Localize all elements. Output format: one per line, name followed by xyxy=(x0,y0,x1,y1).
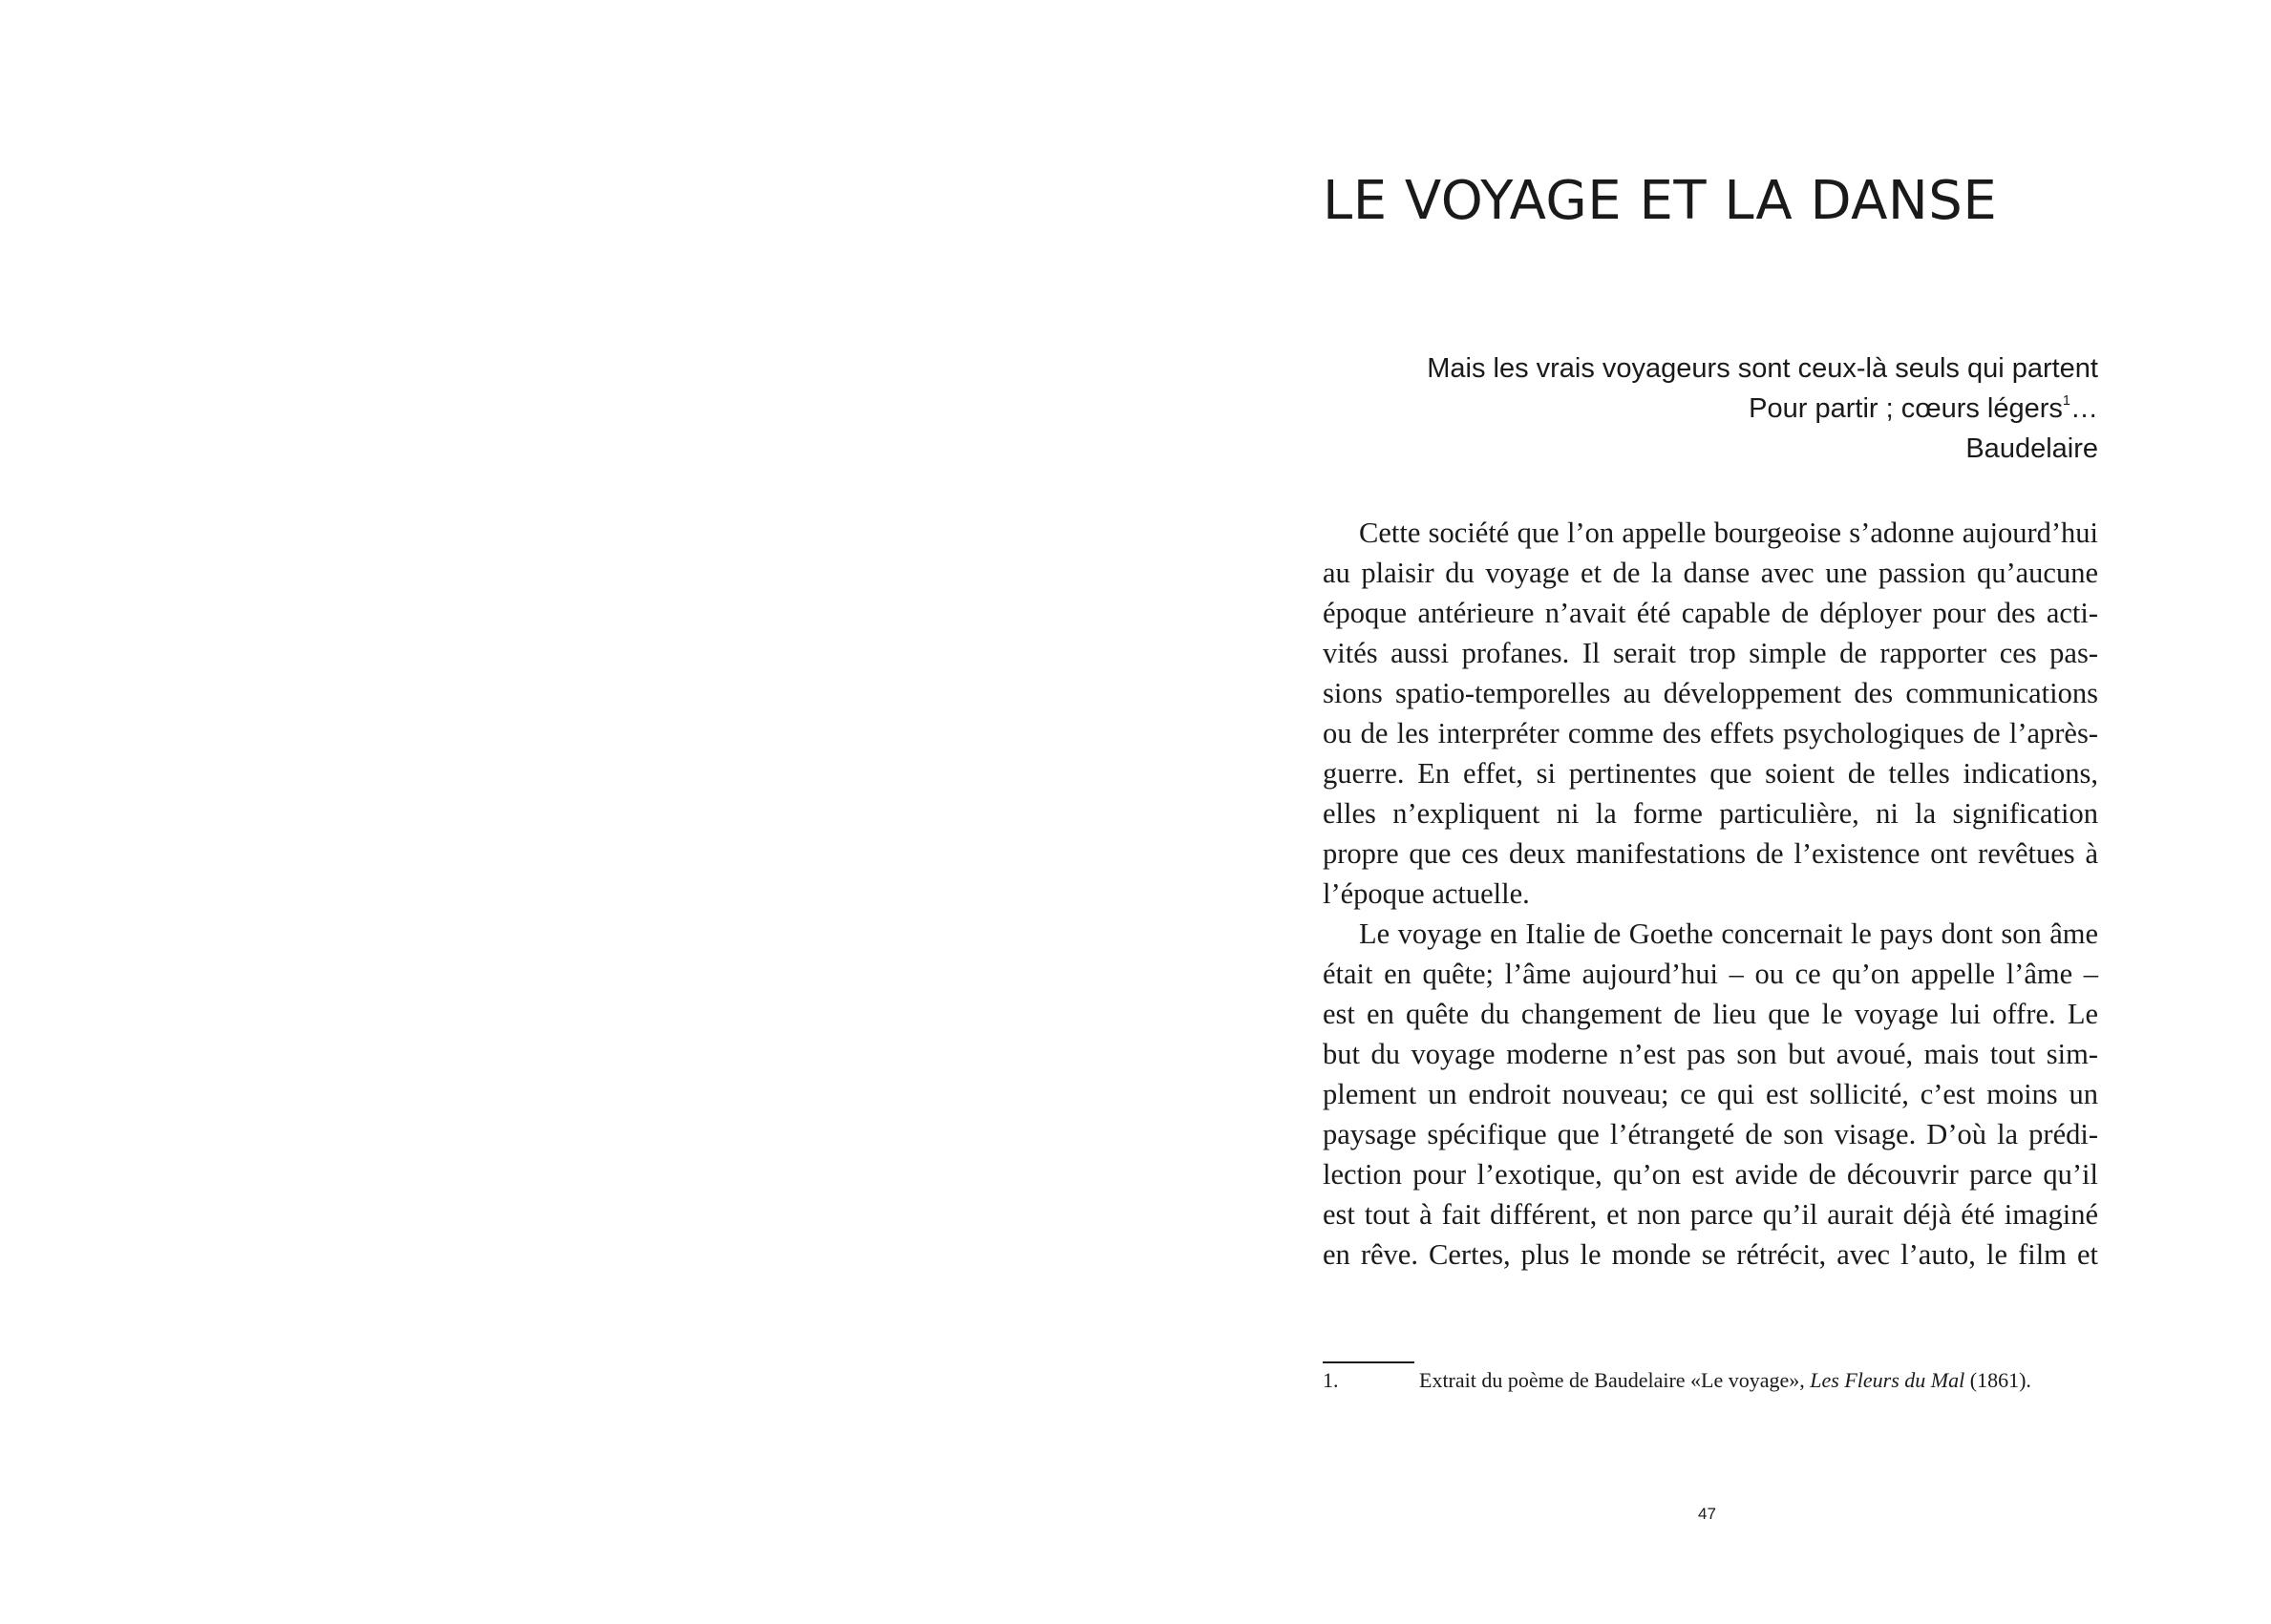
body-line: était en quête; l’âme aujourd’hui – ou ce qu’on appelle l’âme – xyxy=(1323,958,2098,990)
chapter-title: LE VOYAGE ET LA DANSE xyxy=(1323,170,1998,232)
footnote-text xyxy=(1419,1368,2031,1393)
body-line: but du voyage moderne n’est pas son but avoué, mais tout sim- xyxy=(1323,1038,2098,1070)
body-line: Le voyage en Italie de Goethe concernait le pays dont son âme xyxy=(1359,917,2098,950)
epigraph-line: Mais les vrais voyageurs sont ceux-là seuls qui partent xyxy=(1427,353,2098,384)
body-line: Cette société que l’on appelle bourgeoise s’adonne aujourd’hui xyxy=(1359,517,2098,549)
epigraph xyxy=(1323,348,2098,469)
body-line: au plaisir du voyage et de la danse avec une passion qu’aucune xyxy=(1323,557,2098,589)
body-line: propre que ces deux manifestations de l’existence ont revêtues à xyxy=(1323,837,2098,870)
body-line: elles n’expliquent ni la forme particulière, ni la signification xyxy=(1323,797,2098,830)
epigraph-line-text: Pour partir ; cœurs légers xyxy=(1749,393,2063,424)
body-line: paysage spécifique que l’étrangeté de son visage. D’où la prédi- xyxy=(1323,1118,2098,1150)
body-line: plement un endroit nouveau; ce qui est sollicité, c’est moins un xyxy=(1323,1078,2098,1110)
ellipsis: … xyxy=(2070,393,2098,424)
footnote-ref[interactable]: 1 xyxy=(2062,392,2070,409)
body-line: en rêve. Certes, plus le monde se rétrécit, avec l’auto, le film et xyxy=(1323,1238,2098,1271)
page-number: 47 xyxy=(1698,1505,1716,1523)
body-line: est en quête du changement de lieu que le voyage lui offre. Le xyxy=(1323,998,2098,1030)
body-line: sions spatio-temporelles au développement des communications xyxy=(1323,677,2098,709)
body-line: lection pour l’exotique, qu’on est avide de découvrir parce qu’il xyxy=(1323,1158,2098,1191)
body-line: est tout à fait différent, et non parce qu’il aurait déjà été imaginé xyxy=(1323,1198,2098,1231)
footnote-rule xyxy=(1323,1361,1414,1363)
body-line: époque antérieure n’avait été capable de déployer pour des acti- xyxy=(1323,597,2098,629)
footnote-tail: (1861). xyxy=(1964,1368,2031,1392)
body-line: vités aussi profanes. Il serait trop simple de rapporter ces pas- xyxy=(1323,637,2098,669)
footnote-text-main: Extrait du poème de Baudelaire «Le voyage», xyxy=(1419,1368,1811,1392)
footnote-number: 1. xyxy=(1323,1368,1339,1392)
body-text xyxy=(1323,513,2098,1275)
body-line: ou de les interpréter comme des effets psychologiques de l’après- xyxy=(1323,717,2098,749)
body-line: guerre. En effet, si pertinentes que soient de telles indications, xyxy=(1323,757,2098,790)
epigraph-line xyxy=(1323,389,2098,429)
epigraph-author: Baudelaire xyxy=(1965,433,2098,464)
footnote-title: Les Fleurs du Mal xyxy=(1810,1368,1965,1392)
body-line: l’époque actuelle. xyxy=(1323,877,1530,910)
